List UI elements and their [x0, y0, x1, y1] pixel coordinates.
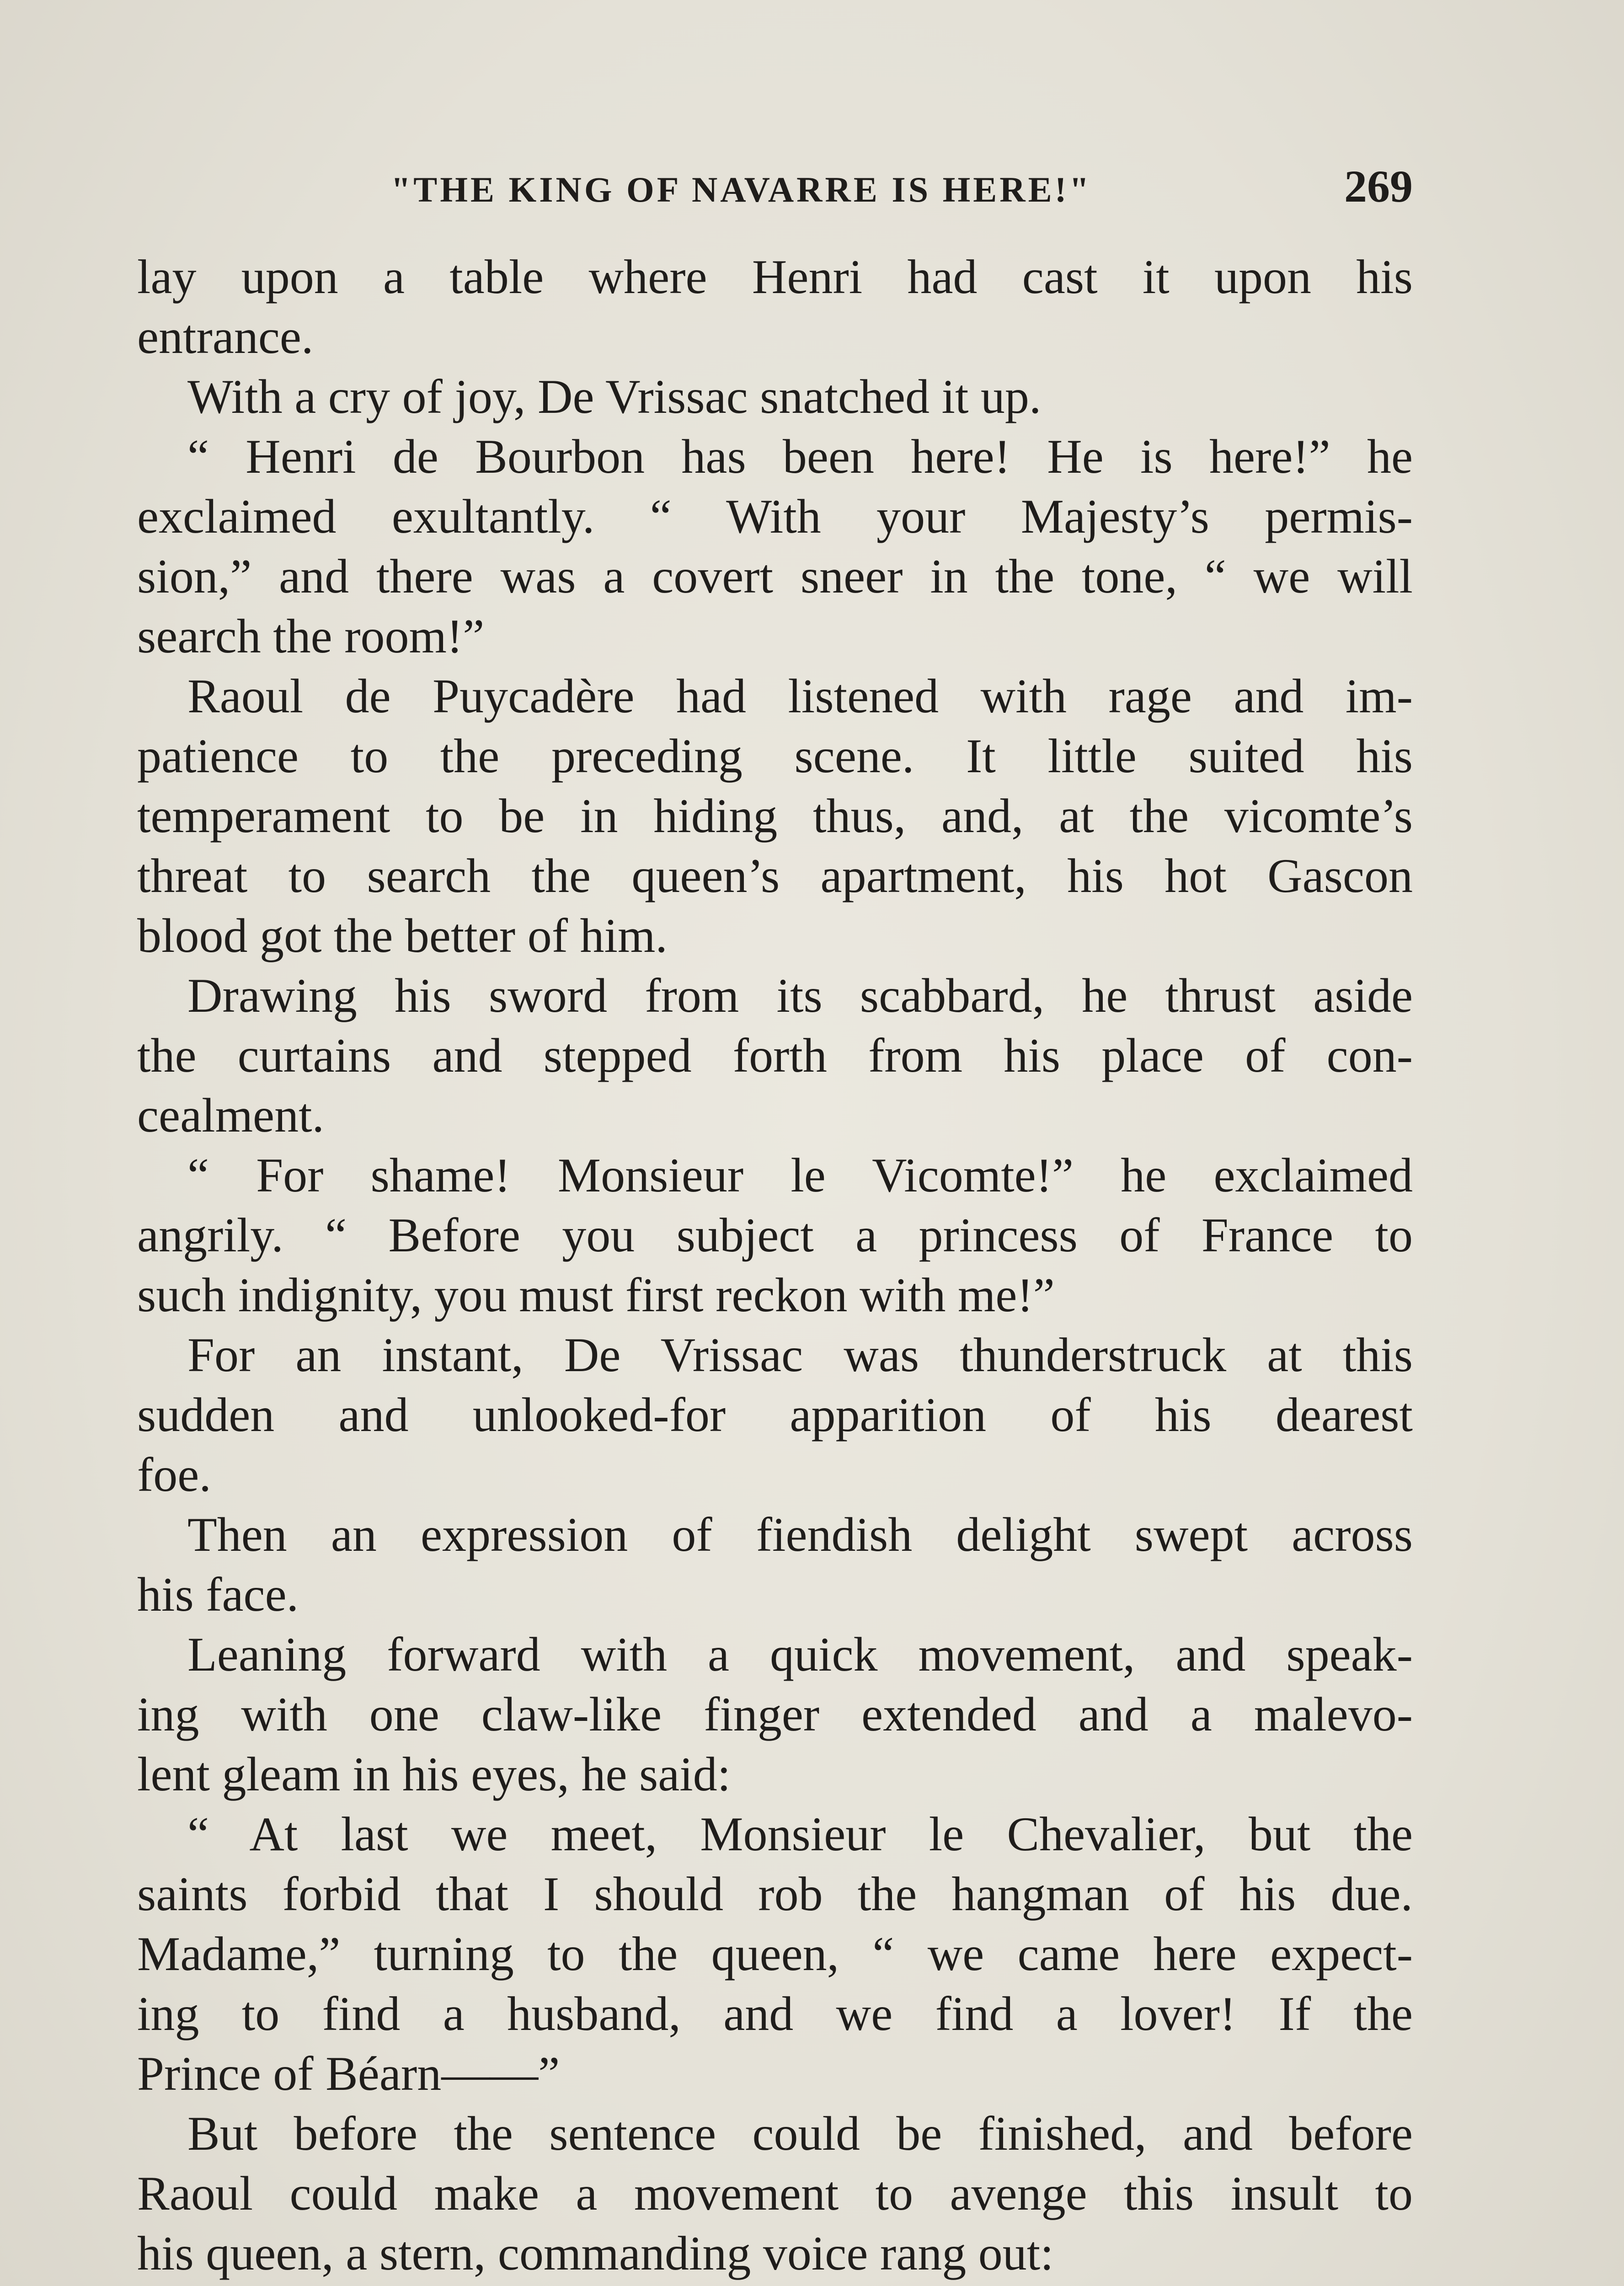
text-line: entrance.	[137, 310, 314, 363]
text-line: his queen, a stern, commanding voice rang out:	[137, 2227, 1054, 2280]
text-line: sion,” and there was a covert sneer in the tone, “ we will	[137, 550, 1413, 603]
text-line: saints forbid that I should rob the hangman of his due.	[137, 1867, 1413, 1921]
text-line: foe.	[137, 1448, 211, 1501]
text-line: Leaning forward with a quick movement, and speak-	[187, 1628, 1413, 1681]
text-line: cealment.	[137, 1089, 325, 1142]
text-line: patience to the preceding scene. It little suited his	[137, 729, 1413, 783]
text-line: Raoul de Puycadère had listened with rage and im-	[187, 669, 1413, 723]
text-line: search the room!”	[137, 609, 485, 663]
text-line: But before the sentence could be finished, and before	[187, 2107, 1413, 2160]
text-line: Raoul could make a movement to avenge this insult to	[137, 2167, 1413, 2220]
text-line: angrily. “ Before you subject a princess of France to	[137, 1208, 1413, 1262]
text-line: blood got the better of him.	[137, 909, 668, 962]
text-line: Drawing his sword from its scabbard, he thrust aside	[187, 969, 1413, 1022]
text-line: “ At last we meet, Monsieur le Chevalier, but the	[187, 1807, 1413, 1861]
running-title: "THE KING OF NAVARRE IS HERE!"	[391, 170, 1092, 209]
body-text	[137, 247, 1413, 2283]
page-number: 269	[1344, 161, 1413, 212]
text-line: ing with one claw-like finger extended and a malevo-	[137, 1688, 1413, 1741]
text-line: the curtains and stepped forth from his place of con-	[137, 1029, 1413, 1082]
text-line: For an instant, De Vrissac was thunderstruck at this	[187, 1328, 1413, 1382]
text-line: ing to find a husband, and we find a lover! If the	[137, 1987, 1413, 2040]
text-line: Madame,” turning to the queen, “ we came here expect-	[137, 1927, 1413, 1981]
text-line: exclaimed exultantly. “ With your Majesty’s permis-	[137, 490, 1413, 543]
text-line: lent gleam in his eyes, he said:	[137, 1747, 731, 1801]
text-line: temperament to be in hiding thus, and, at the vicomte’s	[137, 789, 1413, 843]
text-line: such indignity, you must first reckon with me!”	[137, 1268, 1055, 1322]
text-line: Then an expression of fiendish delight swept across	[187, 1508, 1413, 1561]
text-line: sudden and unlooked-for apparition of his dearest	[137, 1388, 1413, 1442]
text-line: his face.	[137, 1568, 299, 1621]
page-header	[137, 151, 1413, 219]
text-line: threat to search the queen’s apartment, his hot Gascon	[137, 849, 1413, 903]
text-line: Prince of Béarn——”	[137, 2047, 560, 2100]
text-line: “ Henri de Bourbon has been here! He is here!” he	[187, 430, 1413, 483]
text-line: lay upon a table where Henri had cast it upon his	[137, 250, 1413, 304]
text-line: “ For shame! Monsieur le Vicomte!” he exclaimed	[187, 1148, 1413, 1202]
text-line: With a cry of joy, De Vrissac snatched it up.	[187, 370, 1042, 423]
